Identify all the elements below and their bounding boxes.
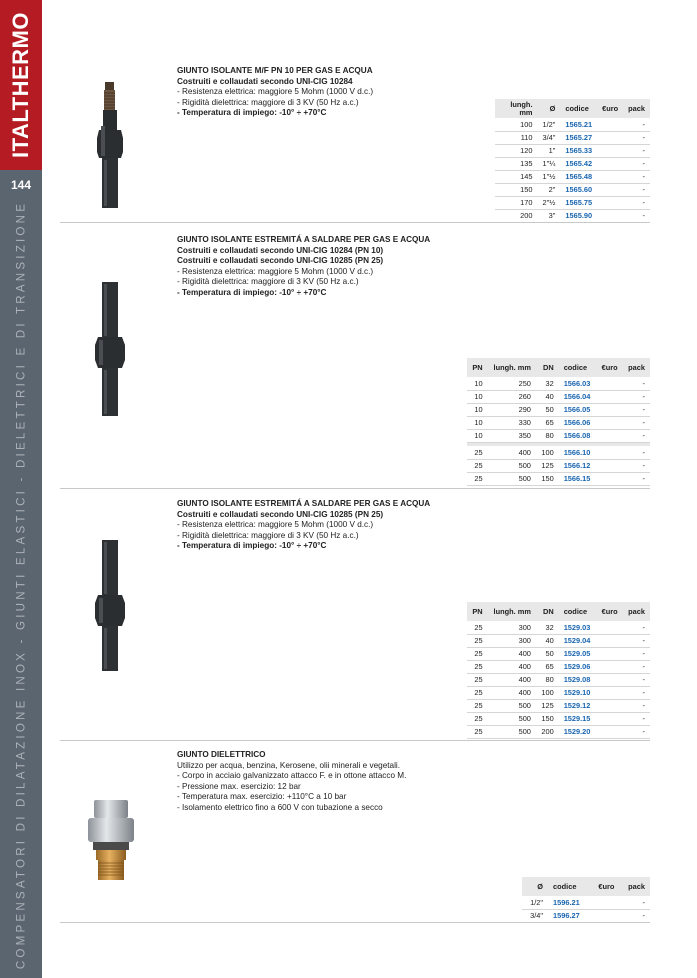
cell-pack: -: [623, 170, 650, 183]
product-2-norm: Costruiti e collaudati secondo UNI-CIG 10285 (PN 25): [177, 256, 384, 265]
product-1-norm: Costruiti e collaudati secondo UNI-CIG 10284: [177, 76, 353, 86]
header-code: codice: [560, 99, 597, 118]
cell-pn: 25: [467, 725, 488, 738]
cell-dn: 65: [536, 416, 559, 429]
cell-pn: 25: [467, 446, 488, 459]
cell-length: 135: [495, 157, 538, 170]
cell-pn: 25: [467, 673, 488, 686]
cell-diameter: 3": [538, 209, 561, 222]
header-code: codice: [559, 602, 596, 621]
table-row: [467, 472, 650, 485]
cell-code[interactable]: 1565.90: [560, 209, 597, 222]
cell-length: 260: [488, 390, 536, 403]
cell-pn: 25: [467, 472, 488, 485]
product-4-line: - Corpo in acciaio galvanizzato attacco F. e in ottone attacco M.: [177, 771, 407, 780]
cell-pack: -: [623, 183, 650, 196]
cell-pack: -: [623, 472, 650, 485]
product-image-insulating-weld-joint-pn25: [80, 538, 140, 673]
cell-length: 500: [488, 459, 536, 472]
cell-diameter: 1/2": [538, 118, 561, 131]
cell-pack: -: [623, 673, 650, 686]
cell-code[interactable]: 1529.03: [559, 621, 596, 634]
cell-price: [596, 446, 623, 459]
table-row: [467, 647, 650, 660]
cell-price: [596, 429, 623, 442]
cell-price: [596, 377, 623, 390]
product-image-insulating-joint-mf: [80, 80, 140, 215]
cell-pn: 10: [467, 403, 488, 416]
cell-pn: 25: [467, 699, 488, 712]
cell-length: 500: [488, 712, 536, 725]
cell-price: [596, 403, 623, 416]
header-length: lungh. mm: [495, 99, 538, 118]
cell-code[interactable]: 1529.05: [559, 647, 596, 660]
table-row: [467, 660, 650, 673]
table-row: [522, 909, 650, 922]
cell-price: [596, 647, 623, 660]
cell-pn: 25: [467, 621, 488, 634]
cell-pack: -: [623, 634, 650, 647]
cell-dn: 200: [536, 725, 559, 738]
cell-price: [596, 472, 623, 485]
cell-length: 500: [488, 725, 536, 738]
product-3-table: [467, 602, 650, 739]
cell-dn: 150: [536, 712, 559, 725]
cell-dn: 40: [536, 634, 559, 647]
product-4-line: - Isolamento elettrico fino a 600 V con tubazione a secco: [177, 802, 383, 812]
cell-price: [596, 712, 623, 725]
cell-diameter: 1": [538, 144, 561, 157]
cell-code[interactable]: 1566.15: [559, 472, 596, 485]
section-divider: [60, 740, 650, 741]
brand-box: [0, 0, 42, 170]
cell-pn: 25: [467, 634, 488, 647]
cell-length: 250: [488, 377, 536, 390]
cell-length: 400: [488, 647, 536, 660]
cell-length: 150: [495, 183, 538, 196]
cell-dn: 80: [536, 673, 559, 686]
cell-pack: -: [619, 896, 650, 909]
cell-pn: 10: [467, 416, 488, 429]
cell-pack: -: [623, 118, 650, 131]
cell-price: [597, 183, 623, 196]
section-divider: [60, 922, 650, 923]
product-2-norm: Costruiti e collaudati secondo UNI-CIG 10284 (PN 10): [177, 245, 384, 255]
product-3-title: GIUNTO ISOLANTE ESTREMITÁ A SALDARE PER GAS E ACQUA: [177, 499, 431, 508]
cell-diameter: 3/4": [538, 131, 561, 144]
cell-code[interactable]: 1529.08: [559, 673, 596, 686]
product-image-insulating-weld-joint-pn10: [80, 280, 140, 420]
cell-price: [597, 170, 623, 183]
cell-dn: 32: [536, 621, 559, 634]
section-divider: [60, 488, 650, 489]
category-title: COMPENSATORI DI DILATAZIONE INOX - GIUNTI ELASTICI - DIELETTRICI E DI TRANSIZIONE: [14, 200, 28, 970]
product-3-line: - Resistenza elettrica: maggiore 5 Mohm (1000 V d.c.): [177, 520, 374, 529]
table-row: [467, 712, 650, 725]
header-diameter: Ø: [522, 877, 548, 896]
cell-pack: -: [623, 725, 650, 738]
cell-code[interactable]: 1565.48: [560, 170, 597, 183]
cell-price: [596, 686, 623, 699]
product-3-description: [177, 499, 430, 552]
header-price: €uro: [596, 602, 623, 621]
cell-code[interactable]: 1566.03: [559, 377, 596, 390]
table-row: [495, 144, 650, 157]
cell-dn: 100: [536, 446, 559, 459]
cell-diameter: 2"½: [538, 196, 561, 209]
cell-length: 300: [488, 634, 536, 647]
table-row: [467, 429, 650, 442]
header-pack: pack: [623, 99, 650, 118]
cell-pack: -: [623, 660, 650, 673]
cell-pn: 25: [467, 660, 488, 673]
cell-diameter: 1/2": [522, 896, 548, 909]
table-row: [467, 725, 650, 738]
product-3-line: - Rigidità dielettrica: maggiore di 3 KV (50 Hz a.c.): [177, 530, 359, 540]
cell-code[interactable]: 1566.05: [559, 403, 596, 416]
header-pn: PN: [467, 602, 488, 621]
header-code: codice: [559, 358, 596, 377]
table-row: [495, 209, 650, 222]
header-price: €uro: [596, 358, 623, 377]
cell-price: [596, 725, 623, 738]
cell-pack: -: [623, 621, 650, 634]
product-4-table: [522, 877, 650, 923]
cell-pn: 25: [467, 712, 488, 725]
table-row: [467, 446, 650, 459]
cell-dn: 32: [536, 377, 559, 390]
cell-price: [596, 459, 623, 472]
cell-length: 100: [495, 118, 538, 131]
cell-price: [590, 909, 620, 922]
cell-pack: -: [623, 144, 650, 157]
cell-length: 110: [495, 131, 538, 144]
cell-length: 400: [488, 673, 536, 686]
cell-code[interactable]: 1565.27: [560, 131, 597, 144]
table-row: [495, 131, 650, 144]
cell-pack: -: [623, 157, 650, 170]
cell-length: 400: [488, 660, 536, 673]
cell-length: 500: [488, 699, 536, 712]
cell-code[interactable]: 1565.60: [560, 183, 597, 196]
header-pn: PN: [467, 358, 488, 377]
header-dn: DN: [536, 358, 559, 377]
header-pack: pack: [623, 358, 650, 377]
cell-pn: 25: [467, 686, 488, 699]
cell-pack: -: [623, 712, 650, 725]
cell-price: [596, 673, 623, 686]
cell-pack: -: [623, 686, 650, 699]
cell-code[interactable]: 1529.20: [559, 725, 596, 738]
cell-length: 145: [495, 170, 538, 183]
table-row: [495, 118, 650, 131]
brand-logo: ITALTHERMO: [8, 12, 33, 158]
cell-pn: 10: [467, 377, 488, 390]
product-4-line: Utilizzo per acqua, benzina, Kerosene, olii minerali e vegetali.: [177, 760, 401, 770]
cell-length: 170: [495, 196, 538, 209]
cell-dn: 50: [536, 647, 559, 660]
section-divider: [60, 222, 650, 223]
cell-pn: 10: [467, 429, 488, 442]
cell-dn: 100: [536, 686, 559, 699]
cell-code[interactable]: 1566.04: [559, 390, 596, 403]
cell-diameter: 1"½: [538, 170, 561, 183]
cell-diameter: 1"¼: [538, 157, 561, 170]
cell-length: 500: [488, 472, 536, 485]
cell-dn: 125: [536, 699, 559, 712]
cell-code[interactable]: 1596.21: [548, 896, 590, 909]
cell-dn: 65: [536, 660, 559, 673]
cell-price: [596, 390, 623, 403]
header-pack: pack: [623, 602, 650, 621]
cell-price: [590, 896, 620, 909]
header-price: €uro: [597, 99, 623, 118]
cell-price: [596, 634, 623, 647]
cell-code[interactable]: 1565.42: [560, 157, 597, 170]
cell-pack: -: [623, 446, 650, 459]
table-row: [467, 699, 650, 712]
header-length: lungh. mm: [488, 602, 536, 621]
cell-pack: -: [623, 459, 650, 472]
table-row: [467, 459, 650, 472]
cell-dn: 150: [536, 472, 559, 485]
cell-code[interactable]: 1566.08: [559, 429, 596, 442]
cell-dn: 125: [536, 459, 559, 472]
cell-length: 300: [488, 621, 536, 634]
cell-dn: 80: [536, 429, 559, 442]
cell-length: 290: [488, 403, 536, 416]
product-2-temp: - Temperatura di impiego: -10° ÷ +70°C: [177, 287, 327, 297]
cell-pack: -: [623, 403, 650, 416]
cell-code[interactable]: 1565.21: [560, 118, 597, 131]
cell-price: [597, 144, 623, 157]
header-diameter: Ø: [538, 99, 561, 118]
table-row: [522, 896, 650, 909]
product-4-line: - Temperatura max. esercizio: +110°C a 10 bar: [177, 792, 347, 801]
cell-code[interactable]: 1565.75: [560, 196, 597, 209]
cell-pack: -: [623, 647, 650, 660]
table-row: [467, 390, 650, 403]
product-2-description: [177, 235, 430, 298]
cell-code[interactable]: 1566.12: [559, 459, 596, 472]
cell-pn: 10: [467, 390, 488, 403]
cell-price: [597, 118, 623, 131]
cell-code[interactable]: 1596.27: [548, 909, 590, 922]
header-dn: DN: [536, 602, 559, 621]
header-code: codice: [548, 877, 590, 896]
product-2-table: [467, 358, 650, 486]
table-row: [467, 621, 650, 634]
cell-pack: -: [619, 909, 650, 922]
table-row: [467, 377, 650, 390]
cell-code[interactable]: 1529.10: [559, 686, 596, 699]
cell-code[interactable]: 1566.10: [559, 446, 596, 459]
cell-pn: 25: [467, 647, 488, 660]
cell-pack: -: [623, 699, 650, 712]
cell-length: 350: [488, 429, 536, 442]
product-2-title: GIUNTO ISOLANTE ESTREMITÁ A SALDARE PER GAS E ACQUA: [177, 235, 431, 244]
cell-pack: -: [623, 209, 650, 222]
product-4-line: - Pressione max. esercizio: 12 bar: [177, 781, 301, 791]
product-4-description: [177, 750, 406, 813]
table-row: [495, 157, 650, 170]
table-row: [495, 183, 650, 196]
cell-price: [596, 660, 623, 673]
cell-code[interactable]: 1529.06: [559, 660, 596, 673]
cell-pack: -: [623, 429, 650, 442]
cell-price: [597, 157, 623, 170]
cell-code[interactable]: 1529.15: [559, 712, 596, 725]
table-row: [467, 634, 650, 647]
product-1-title: GIUNTO ISOLANTE M/F PN 10 PER GAS E ACQUA: [177, 66, 373, 75]
cell-diameter: 2": [538, 183, 561, 196]
cell-diameter: 3/4": [522, 909, 548, 922]
cell-code[interactable]: 1529.04: [559, 634, 596, 647]
product-2-line: - Resistenza elettrica: maggiore 5 Mohm (1000 V d.c.): [177, 266, 374, 276]
table-row: [467, 403, 650, 416]
product-1-table: [495, 99, 650, 223]
page-number: 144: [10, 178, 32, 192]
table-row: [467, 416, 650, 429]
product-1-line: - Resistenza elettrica: maggiore 5 Mohm (1000 V d.c.): [177, 87, 374, 96]
cell-price: [596, 621, 623, 634]
product-3-temp: - Temperatura di impiego: -10° ÷ +70°C: [177, 541, 327, 550]
table-row: [467, 673, 650, 686]
cell-pack: -: [623, 390, 650, 403]
cell-dn: 50: [536, 403, 559, 416]
cell-price: [597, 209, 623, 222]
product-2-line: - Rigidità dielettrica: maggiore di 3 KV (50 Hz a.c.): [177, 277, 359, 286]
cell-price: [597, 196, 623, 209]
cell-length: 120: [495, 144, 538, 157]
table-row: [495, 170, 650, 183]
product-4-title: GIUNTO DIELETTRICO: [177, 750, 266, 759]
cell-pack: -: [623, 377, 650, 390]
cell-price: [596, 416, 623, 429]
cell-dn: 40: [536, 390, 559, 403]
product-image-dielectric-joint: [80, 792, 142, 884]
cell-length: 330: [488, 416, 536, 429]
cell-code[interactable]: 1566.06: [559, 416, 596, 429]
header-length: lungh. mm: [488, 358, 536, 377]
cell-pack: -: [623, 416, 650, 429]
product-3-norm: Costruiti e collaudati secondo UNI-CIG 10285 (PN 25): [177, 509, 384, 519]
table-row: [495, 196, 650, 209]
table-row: [467, 686, 650, 699]
product-1-description: [177, 66, 373, 119]
cell-price: [596, 699, 623, 712]
cell-pn: 25: [467, 459, 488, 472]
cell-pack: -: [623, 131, 650, 144]
cell-length: 200: [495, 209, 538, 222]
cell-length: 400: [488, 446, 536, 459]
cell-price: [597, 131, 623, 144]
header-pack: pack: [619, 877, 650, 896]
cell-pack: -: [623, 196, 650, 209]
cell-code[interactable]: 1529.12: [559, 699, 596, 712]
cell-code[interactable]: 1565.33: [560, 144, 597, 157]
product-1-temp: - Temperatura di impiego: -10° ÷ +70°C: [177, 108, 327, 117]
product-1-line: - Rigidità dielettrica: maggiore di 3 KV (50 Hz a.c.): [177, 97, 359, 107]
cell-length: 400: [488, 686, 536, 699]
header-price: €uro: [590, 877, 620, 896]
